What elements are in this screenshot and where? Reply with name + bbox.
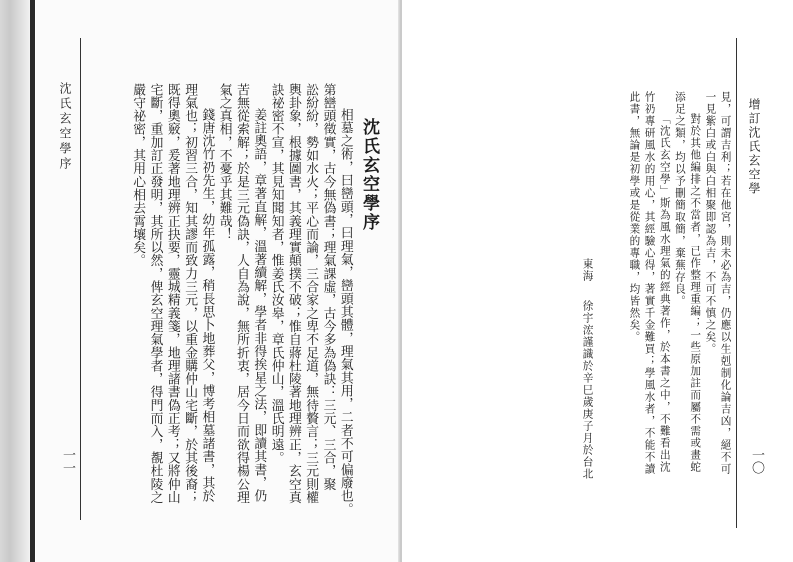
right-page-rule [736, 38, 737, 528]
left-page-number: 一一 [60, 448, 75, 474]
right-text-column: 竹礽專研風水的用心，其經驗心得，著實千金難買；學風水者，不能不讀 [643, 91, 656, 475]
left-text-column: 氣之真相，不憂乎其難哉！ [216, 83, 232, 241]
right-text-column: 見，可謂吉利；若在他宮，則未必為吉，仍應以生剋制化論吉凶，絕不可 [719, 91, 732, 475]
left-text-column: 姜註奧語，章著直解，溫著續解，學者非得挨星之法，即讀其書，仍 [251, 108, 267, 503]
signature-line: 徐宇浤謹識於辛巳歲庚子月於台北 [581, 300, 594, 480]
left-text-column: 輿卦象，根據圖書，其義理實顛撲不破；惟自蔣杜陵著地理辨正，玄空真 [285, 83, 301, 504]
scan-edge-shadow [0, 0, 34, 562]
right-text-column: 添足之類，均以予刪簡取簡，棄蕪存良。 [673, 91, 686, 307]
left-running-header: 沈氏玄空學序 [58, 82, 72, 172]
right-text-column: 一見紫白或白與白相聚即認為吉，不可不慎之矣。 [704, 91, 717, 355]
right-page [402, 0, 793, 562]
left-text-column: 苦無從索解；於是三元偽訣，人自為說，無所折衷，居今日而欲得楊公理 [233, 83, 249, 504]
left-text-column: 宅斷，重加訂正發明，其所以然，俾玄空理氣學者，得門而入，覩杜陵之 [147, 83, 163, 504]
scan-edge-dark-band [30, 0, 35, 562]
left-text-column: 嚴守祕密，其用心相去霄壤矣。 [130, 83, 146, 268]
left-page-rule [80, 38, 81, 520]
right-text-column: 對於其他編排之不當者，已作整理重編；一些原加註而屬不需或畫蛇 [689, 113, 702, 473]
left-text-column: 訣祕密不宣，其見知聞知者，惟姜氏汝皋，章氏仲山，溫氏明遠。 [268, 83, 284, 465]
left-text-column: 理氣也；初習三合，知其謬而致力三元，以重金購仲山宅斷，於其後裔； [182, 83, 198, 504]
left-text-column: 訟紛紛，勢如水火；平心而論，三合家之卑不足道，無待贅言；三元則權 [303, 83, 319, 504]
right-page-number: 一〇 [749, 448, 764, 474]
right-text-column: 此書，無論是初學或是從業的專職，均皆然矣。 [628, 91, 641, 343]
left-page [36, 0, 400, 562]
right-text-column: 「沈氏玄空學」斯為風水理氣的經典著作，於本書之中，不難看出沈 [658, 113, 671, 473]
signature-place: 東海 [581, 258, 594, 282]
right-running-header: 增訂沈氏玄空學 [747, 98, 761, 196]
left-text-column: 既得奧竅，爰著地理辨正抉要，靈城精義箋，地理諸書偽正考；又將仲山 [164, 83, 180, 504]
left-page-title: 沈氏玄空學序 [359, 118, 379, 232]
left-text-column: 第巒頭徵實，古今無偽書；理氣課虛，古今多為偽訣：三元、三合，聚 [320, 83, 336, 491]
left-text-column: 錢唐沈竹礽先生，幼年孤露，稍長思卜地葬父，博考相墓諸書，其於 [199, 108, 215, 503]
left-text-column: 相墓之術，曰巒頭，曰理氣，巒頭其體，理氣其用，二者不可偏廢也。 [337, 108, 353, 516]
